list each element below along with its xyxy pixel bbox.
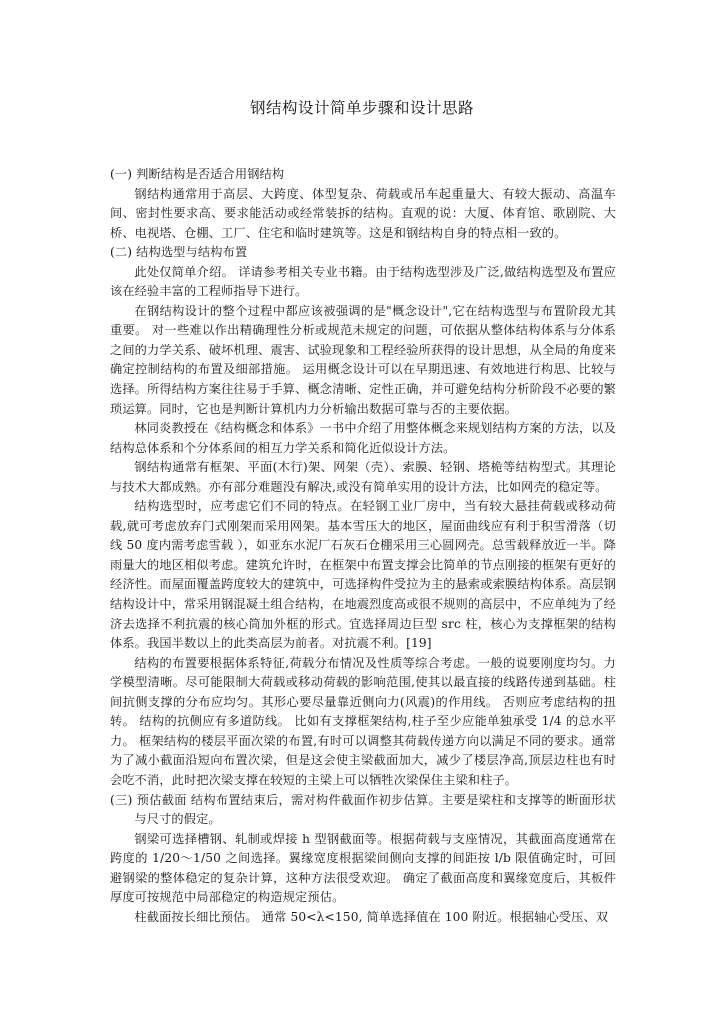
paragraph: 在钢结构设计的整个过程中都应该被强调的是"概念设计",它在结构选型与布置阶段尤其重要。 对一些难以作出精确理性分析或规范未规定的问题，可依据从整体结构体系与分体系之间的力学关系、破坏机理、震害、试验现象和工程经验所获得的设计思想，从全局的角度来确定控制结构的布置及细部措施。 运用概念设计可以在早期迅速、有效地进行构思、比较与选择。所得结构方案往往易于手算、概念清晰、定性正确，并可避免结构分析阶段不必要的繁琐运算。同时，它也是判断计算机内力分析输出数据可靠与否的主要依据。	[110, 303, 616, 416]
paragraph: 结构的布置要根据体系特征,荷载分布情况及性质等综合考虑。一般的说要刚度均匀。力学模型清晰。尽可能限制大荷载或移动荷载的影响范围,使其以最直接的线路传递到基础。柱间抗侧支撑的分布应均匀。其形心要尽量靠近侧向力(风震)的作用线。 否则应考虑结构的扭转。 结构的抗侧应有多道防线。 比如有支撑框架结构,柱子至少应能单独承受 1/4 的总水平力。 框架结构的楼层平面次梁的布置,有时可以调整其荷载传递方向以满足不同的要求。通常为了减小截面沿短向布置次梁，但是这会使主梁截面加大，减少了楼层净高,顶层边柱也有时会吃不消，此时把次梁支撑在较短的主梁上可以牺牲次梁保住主梁和柱子。	[110, 655, 616, 787]
section-heading-1: (一) 判断结构是否适合用钢结构	[110, 167, 285, 181]
section-heading-3: (三) 预估截面 结构布置结束后，需对构件截面作初步估算。主要是梁柱和支撑等的断面形状与尺寸的假定。	[110, 792, 616, 827]
paragraph: 钢结构通常用于高层、大跨度、体型复杂、荷载或吊车起重量大、有较大振动、高温车间、密封性要求高、要求能活动或经常装拆的结构。直观的说：大厦、体育馆、歌剧院、大桥、电视塔、仓棚、工厂、住宅和临时建筑等。这是和钢结构自身的特点相一致的。	[110, 186, 616, 240]
document-body	[110, 165, 616, 927]
paragraph: 结构选型时，应考虑它们不同的特点。在轻钢工业厂房中，当有较大悬挂荷载或移动荷载,就可考虑放弃门式刚架而采用网架。基本雪压大的地区，屋面曲线应有利于积雪滑落（切线 50 度内需考虑雪载 ），如亚东水泥厂石灰石仓棚采用三心圆网壳。总雪载释放近一半。降雨量大的地区相似考虑。建筑允许时，在框架中布置支撑会比简单的节点刚接的框架有更好的经济性。而屋面覆盖跨度较大的建筑中，可选择构件受拉为主的悬索或索膜结构体系。高层钢结构设计中，常采用钢混凝土组合结构，在地震烈度高或很不规则的高层中，不应单纯为了经济去选择不利抗震的核心筒加外框的形式。宜选择周边巨型 src 柱，核心为支撑框架的结构体系。我国半数以上的此类高层为前者。对抗震不利。[19]	[110, 499, 616, 651]
document-title: 钢结构设计简单步骤和设计思路	[249, 99, 474, 117]
paragraph: 林同炎教授在《结构概念和体系》一书中介绍了用整体概念来规划结构方案的方法，以及结构总体系和个分体系间的相互力学关系和简化近似设计方法。	[110, 421, 616, 455]
paragraph: 钢结构通常有框架、平面(木行)架、网架（壳）、索膜、轻钢、塔桅等结构型式。其理论与技术大都成熟。亦有部分难题没有解决,或没有简单实用的设计方法，比如网壳的稳定等。	[110, 460, 616, 494]
paragraph: 柱截面按长细比预估。 通常 50<λ<150, 简单选择值在 100 附近。根据轴心受压、双	[134, 909, 609, 924]
section-heading-2: (二) 结构选型与结构布置	[110, 245, 248, 260]
paragraph: 钢梁可选择槽钢、轧制或焊接 h 型钢截面等。根据荷载与支座情况，其截面高度通常在跨度的 1/20～1/50 之间选择。翼缘宽度根据梁间侧向支撑的间距按 l/b 限值确定时，可回避钢梁的整体稳定的复杂计算，这种方法很受欢迎。 确定了截面高度和翼缘宽度后，其板件厚度可按规范中局部稳定的构造规定预估。	[110, 831, 616, 905]
paragraph: 此处仅简单介绍。 详请参考相关专业书籍。由于结构选型涉及广泛,做结构选型及布置应该在经验丰富的工程师指导下进行。	[110, 264, 616, 299]
